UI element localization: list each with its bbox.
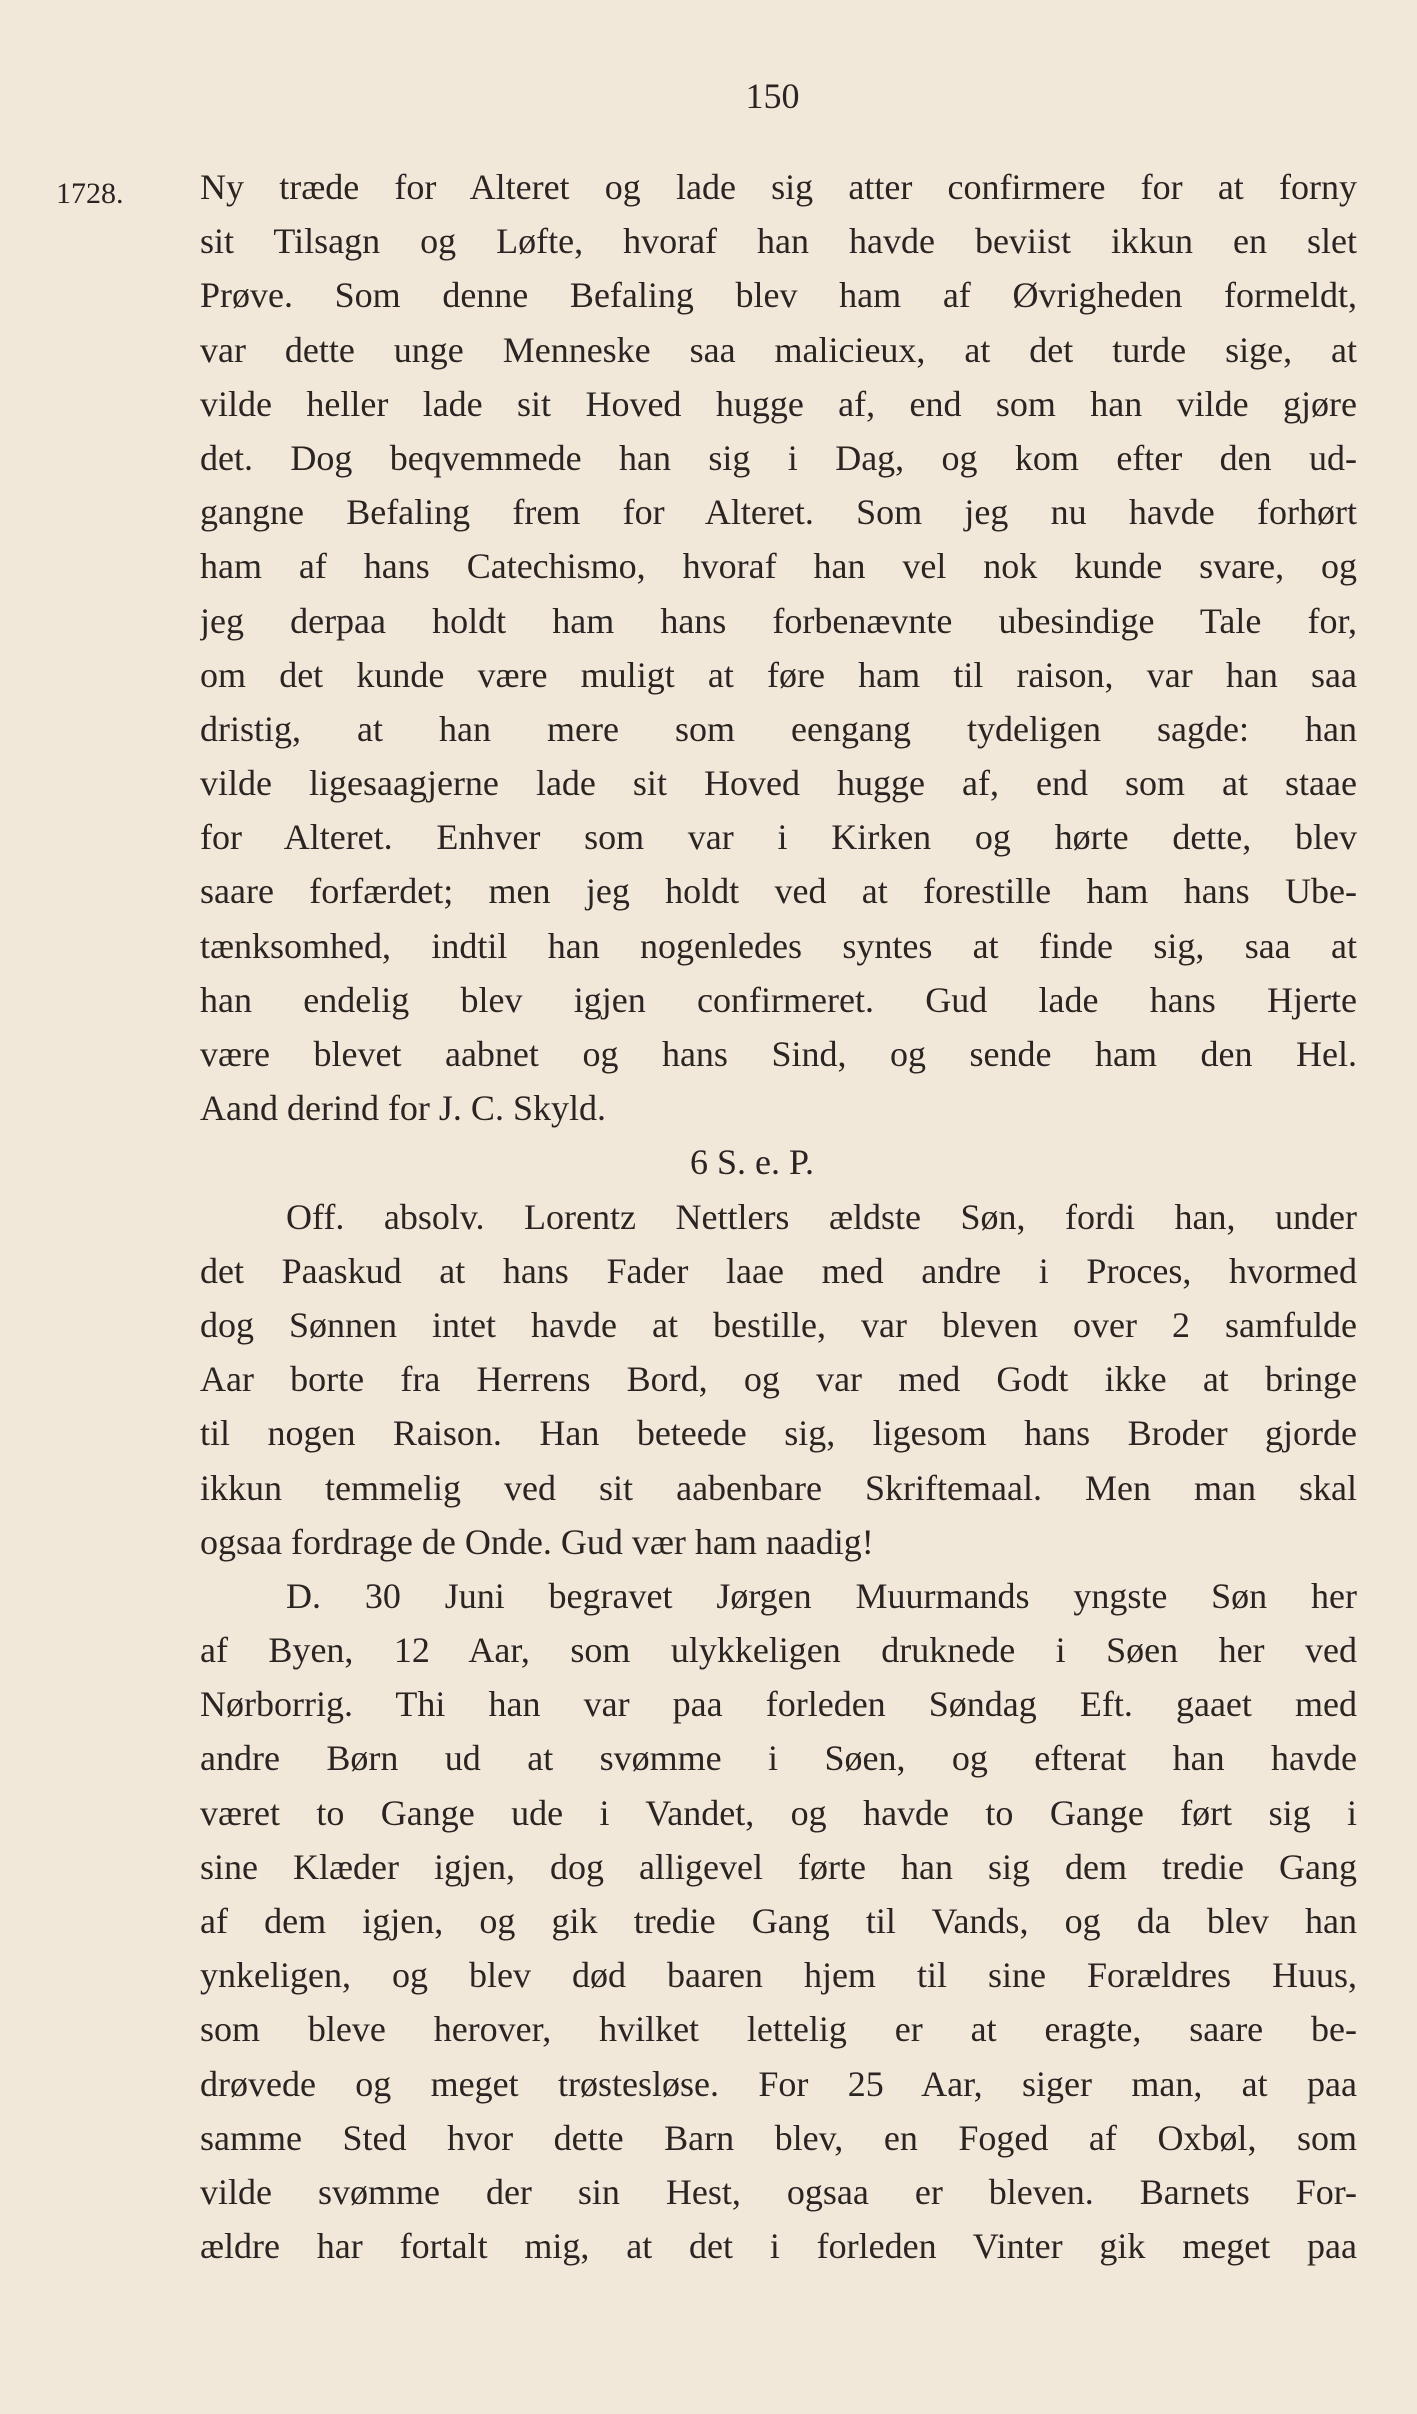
text-line: det Paaskud at hans Fader laae med andre i Proces, hvormed xyxy=(200,1250,1357,1291)
text-line: som bleve herover, hvilket lettelig er at eragte, saare be- xyxy=(200,2009,1357,2050)
text-line: af dem igjen, og gik tredie Gang til Vands, og da blev han xyxy=(200,1901,1357,1941)
text-line: Aar borte fra Herrens Bord, og var med Godt ikke at bringe xyxy=(200,1359,1357,1400)
text-line: Ny træde for Alteret og lade sig atter confirmere for at forny xyxy=(200,167,1357,207)
margin-year-note: 1728. xyxy=(56,177,124,210)
text-line: ham af hans Catechismo, hvoraf han vel nok kunde svare, og xyxy=(200,546,1357,587)
text-line: jeg derpaa holdt ham hans forbenævnte ubesindige Tale for, xyxy=(200,600,1357,641)
text-line: ikkun temmelig ved sit aabenbare Skriftemaal. Men man skal xyxy=(200,1467,1357,1508)
text-line: var dette unge Menneske saa malicieux, at det turde sige, at xyxy=(200,329,1357,370)
page-number: 150 xyxy=(745,76,800,116)
text-line: andre Børn ud at svømme i Søen, og efterat han havde xyxy=(200,1738,1357,1779)
text-line: dristig, at han mere som eengang tydeligen sagde: han xyxy=(200,708,1357,749)
text-line: det. Dog beqvemmede han sig i Dag, og kom efter den ud- xyxy=(200,437,1357,478)
text-line: Off. absolv. Lorentz Nettlers ældste Søn, fordi han, under xyxy=(286,1196,1357,1237)
text-line: ynkeligen, og blev død baaren hjem til sine Forældres Huus, xyxy=(200,1955,1357,1996)
text-line: saare forfærdet; men jeg holdt ved at forestille ham hans Ube- xyxy=(200,871,1357,912)
text-line: han endelig blev igjen confirmeret. Gud lade hans Hjerte xyxy=(200,979,1357,1020)
text-line: af Byen, 12 Aar, som ulykkeligen druknede i Søen her ved xyxy=(200,1630,1357,1671)
text-line: tænksomhed, indtil han nogenledes syntes at finde sig, saa at xyxy=(200,925,1357,966)
text-line: om det kunde være muligt at føre ham til raison, var han saa xyxy=(200,654,1357,695)
text-line: sine Klæder igjen, dog alligevel førte han sig dem tredie Gang xyxy=(200,1846,1357,1887)
text-line: ogsaa fordrage de Onde. Gud vær ham naadig! xyxy=(200,1521,874,1562)
body-text xyxy=(200,160,1357,2273)
text-line: Prøve. Som denne Befaling blev ham af Øvrigheden formeldt, xyxy=(200,275,1357,316)
text-line: sit Tilsagn og Løfte, hvoraf han havde beviist ikkun en slet xyxy=(200,221,1357,262)
text-line: vilde heller lade sit Hoved hugge af, end som han vilde gjøre xyxy=(200,383,1357,424)
text-line: drøvede og meget trøstesløse. For 25 Aar, siger man, at paa xyxy=(200,2063,1357,2104)
text-line: være blevet aabnet og hans Sind, og sende ham den Hel. xyxy=(200,1034,1357,1074)
text-line: Nørborrig. Thi han var paa forleden Søndag Eft. gaaet med xyxy=(200,1684,1357,1725)
text-line: dog Sønnen intet havde at bestille, var bleven over 2 samfulde xyxy=(200,1304,1357,1345)
text-line: vilde ligesaagjerne lade sit Hoved hugge af, end som at staae xyxy=(200,763,1357,804)
text-line: samme Sted hvor dette Barn blev, en Foged af Oxbøl, som xyxy=(200,2117,1357,2158)
text-line: til nogen Raison. Han beteede sig, ligesom hans Broder gjorde xyxy=(200,1413,1357,1454)
text-line: for Alteret. Enhver som var i Kirken og hørte dette, blev xyxy=(200,817,1357,858)
text-line: ældre har fortalt mig, at det i forleden Vinter gik meget paa xyxy=(200,2226,1357,2267)
section-heading: 6 S. e. P. xyxy=(690,1142,815,1183)
text-line: vilde svømme der sin Hest, ogsaa er bleven. Barnets For- xyxy=(200,2171,1357,2212)
text-line: D. 30 Juni begravet Jørgen Muurmands yngste Søn her xyxy=(286,1575,1357,1616)
text-line: gangne Befaling frem for Alteret. Som jeg nu havde forhørt xyxy=(200,492,1357,533)
text-line: Aand derind for J. C. Skyld. xyxy=(200,1088,606,1129)
text-line: været to Gange ude i Vandet, og havde to Gange ført sig i xyxy=(200,1792,1357,1833)
